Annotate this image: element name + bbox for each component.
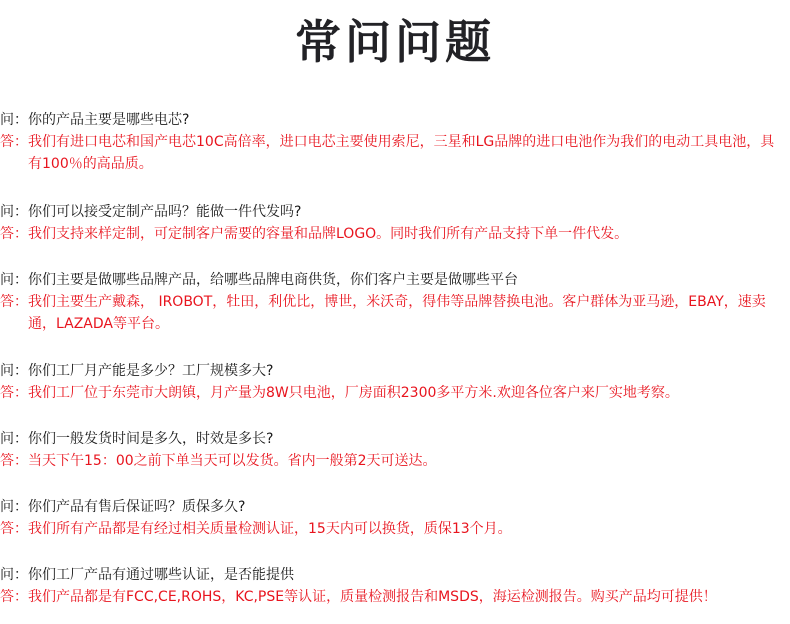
faq-item xyxy=(0,201,790,245)
answer-prefix: 答： xyxy=(0,521,28,537)
answer-text: 我们支持来样定制，可定制客户需要的容量和品牌LOGO。同时我们所有产品支持下单一件代发。 xyxy=(28,226,629,242)
question-prefix: 问： xyxy=(0,112,28,128)
question-text: 你们工厂月产能是多少？工厂规模多大? xyxy=(28,363,274,379)
question-text: 你们一般发货时间是多久，时效是多长? xyxy=(28,431,274,447)
faq-question xyxy=(0,496,790,518)
faq-answer xyxy=(0,223,790,245)
faq-question xyxy=(0,428,790,450)
faq-item xyxy=(0,564,790,608)
faq-question xyxy=(0,564,790,586)
answer-prefix: 答： xyxy=(0,385,28,401)
question-text: 你们可以接受定制产品吗？能做一件代发吗? xyxy=(28,204,302,220)
faq-item xyxy=(0,496,790,540)
answer-prefix: 答： xyxy=(0,294,28,310)
question-text: 你的产品主要是哪些电芯? xyxy=(28,112,190,128)
faq-item xyxy=(0,269,790,335)
faq-item xyxy=(0,109,790,175)
question-prefix: 问： xyxy=(0,499,28,515)
faq-item xyxy=(0,360,790,404)
answer-prefix: 答： xyxy=(0,134,28,150)
faq-answer xyxy=(0,131,790,175)
page-title: 常问问题 xyxy=(295,15,495,69)
question-prefix: 问： xyxy=(0,431,28,447)
answer-prefix: 答： xyxy=(0,589,28,605)
question-prefix: 问： xyxy=(0,363,28,379)
answer-prefix: 答： xyxy=(0,453,28,469)
faq-answer xyxy=(0,518,790,540)
faq-answer xyxy=(0,450,790,472)
question-text: 你们产品有售后保证吗？质保多久? xyxy=(28,499,246,515)
answer-text: 我们工厂位于东莞市大朗镇，月产量为8W只电池，厂房面积2300多平方米.欢迎各位客户来厂实地考察。 xyxy=(28,385,679,401)
answer-text: 我们主要生产戴森， IROBOT，牡田，利优比，博世，米沃奇，得伟等品牌替换电池。客户群体为亚马逊，EBAY，速卖通，LAZADA等平台。 xyxy=(28,294,766,332)
faq-question xyxy=(0,360,790,382)
faq-answer xyxy=(0,291,790,335)
answer-text: 我们产品都是有FCC,CE,ROHS，KC,PSE等认证，质量检测报告和MSDS，海运检测报告。购买产品均可提供！ xyxy=(28,589,717,605)
answer-text: 我们有进口电芯和国产电芯10C高倍率，进口电芯主要使用索尼，三星和LG品牌的进口电池作为我们的电动工具电池，具有100％的高品质。 xyxy=(28,134,775,172)
faq-question xyxy=(0,109,790,131)
faq-question xyxy=(0,201,790,223)
faq-item xyxy=(0,428,790,472)
question-prefix: 问： xyxy=(0,567,28,583)
answer-text: 当天下午15：00之前下单当天可以发货。省内一般第2天可送达。 xyxy=(28,453,437,469)
question-prefix: 问： xyxy=(0,204,28,220)
question-text: 你们主要是做哪些品牌产品，给哪些品牌电商供货，你们客户主要是做哪些平台 xyxy=(28,272,518,288)
question-text: 你们工厂产品有通过哪些认证，是否能提供 xyxy=(28,567,294,583)
faq-question xyxy=(0,269,790,291)
answer-prefix: 答： xyxy=(0,226,28,242)
answer-text: 我们所有产品都是有经过相关质量检测认证，15天内可以换货，质保13个月。 xyxy=(28,521,512,537)
faq-answer xyxy=(0,586,790,608)
faq-answer xyxy=(0,382,790,404)
question-prefix: 问： xyxy=(0,272,28,288)
